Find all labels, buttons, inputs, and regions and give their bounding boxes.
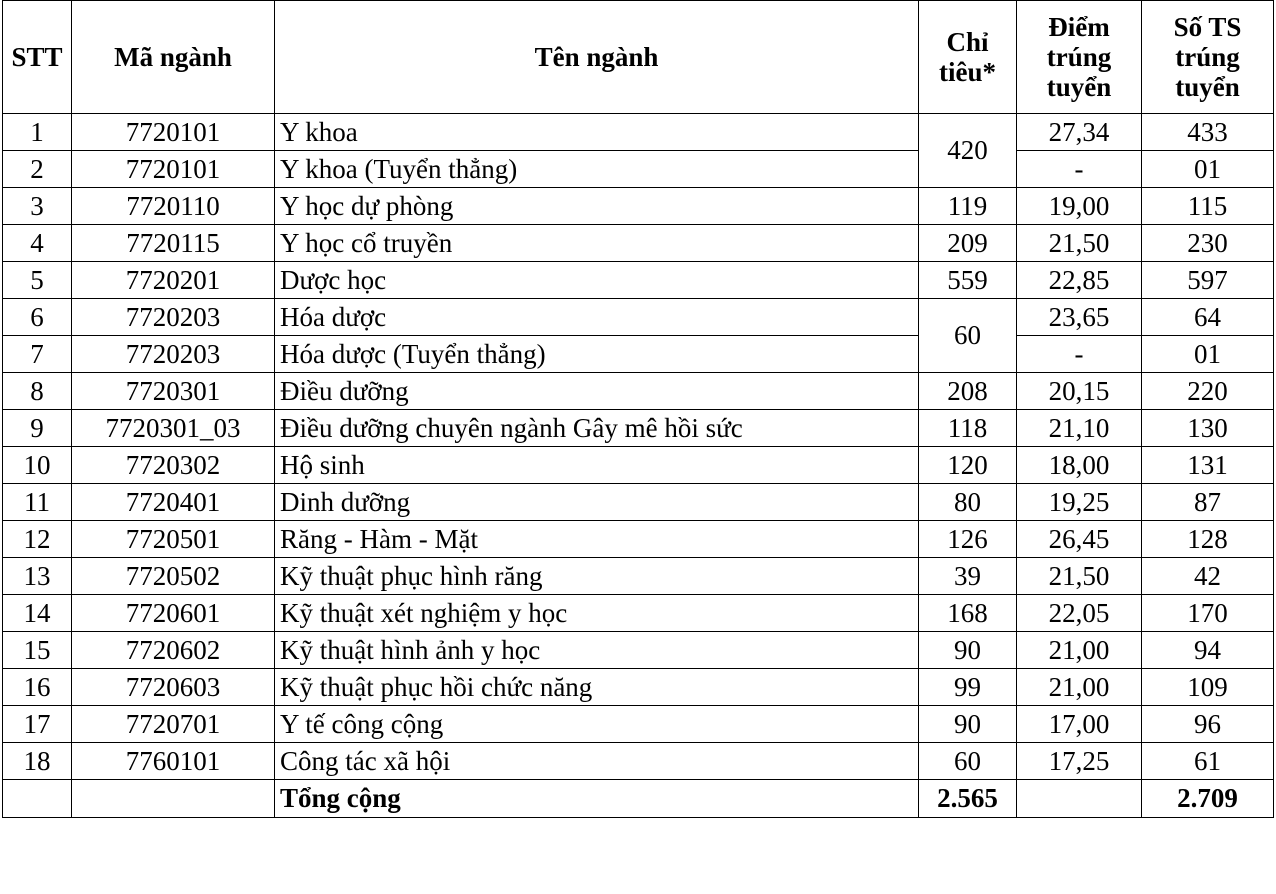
cell-code: 7720701 bbox=[72, 706, 275, 743]
cell-score: 20,15 bbox=[1017, 373, 1142, 410]
total-quota: 2.565 bbox=[919, 780, 1017, 818]
cell-code: 7720502 bbox=[72, 558, 275, 595]
table-row bbox=[3, 225, 1274, 262]
header-code: Mã ngành bbox=[72, 1, 275, 114]
cell-stt: 3 bbox=[3, 188, 72, 225]
admissions-table bbox=[2, 0, 1274, 818]
header-row bbox=[3, 1, 1274, 114]
cell-code: 7720201 bbox=[72, 262, 275, 299]
cell-quota: 80 bbox=[919, 484, 1017, 521]
cell-quota: 90 bbox=[919, 706, 1017, 743]
cell-stt: 17 bbox=[3, 706, 72, 743]
table-row bbox=[3, 632, 1274, 669]
cell-code: 7720603 bbox=[72, 669, 275, 706]
cell-name: Y khoa bbox=[275, 114, 919, 151]
cell-code: 7720101 bbox=[72, 151, 275, 188]
cell-stt: 16 bbox=[3, 669, 72, 706]
cell-code: 7720301_03 bbox=[72, 410, 275, 447]
cell-admitted: 01 bbox=[1142, 151, 1274, 188]
cell-name: Công tác xã hội bbox=[275, 743, 919, 780]
table-row bbox=[3, 595, 1274, 632]
cell-stt: 10 bbox=[3, 447, 72, 484]
table-row bbox=[3, 262, 1274, 299]
cell-quota: 119 bbox=[919, 188, 1017, 225]
cell-stt: 13 bbox=[3, 558, 72, 595]
cell-name: Dược học bbox=[275, 262, 919, 299]
cell-code: 7720101 bbox=[72, 114, 275, 151]
cell-code: 7720301 bbox=[72, 373, 275, 410]
cell-admitted: 01 bbox=[1142, 336, 1274, 373]
cell-code: 7720203 bbox=[72, 299, 275, 336]
cell-name: Y học dự phòng bbox=[275, 188, 919, 225]
cell-admitted: 94 bbox=[1142, 632, 1274, 669]
cell-admitted: 131 bbox=[1142, 447, 1274, 484]
table-row bbox=[3, 151, 1274, 188]
cell-score: 18,00 bbox=[1017, 447, 1142, 484]
cell-admitted: 115 bbox=[1142, 188, 1274, 225]
cell-name: Răng - Hàm - Mặt bbox=[275, 521, 919, 558]
table-row bbox=[3, 743, 1274, 780]
cell-code: 7720501 bbox=[72, 521, 275, 558]
cell-code: 7720302 bbox=[72, 447, 275, 484]
cell-name: Y tế công cộng bbox=[275, 706, 919, 743]
cell-quota: 168 bbox=[919, 595, 1017, 632]
cell-name: Điều dưỡng bbox=[275, 373, 919, 410]
cell-stt: 14 bbox=[3, 595, 72, 632]
cell-name: Điều dưỡng chuyên ngành Gây mê hồi sức bbox=[275, 410, 919, 447]
table-row bbox=[3, 484, 1274, 521]
cell-quota: 420 bbox=[919, 114, 1017, 188]
table-row bbox=[3, 410, 1274, 447]
cell-score: 21,10 bbox=[1017, 410, 1142, 447]
cell-stt: 5 bbox=[3, 262, 72, 299]
cell-quota: 120 bbox=[919, 447, 1017, 484]
table-row bbox=[3, 299, 1274, 336]
table-row bbox=[3, 669, 1274, 706]
cell-score: 17,00 bbox=[1017, 706, 1142, 743]
cell-score: 17,25 bbox=[1017, 743, 1142, 780]
cell-stt: 6 bbox=[3, 299, 72, 336]
header-name: Tên ngành bbox=[275, 1, 919, 114]
table-row bbox=[3, 373, 1274, 410]
cell-score: - bbox=[1017, 336, 1142, 373]
cell-score: 19,25 bbox=[1017, 484, 1142, 521]
cell-stt: 7 bbox=[3, 336, 72, 373]
table-row bbox=[3, 336, 1274, 373]
cell-name: Hóa dược (Tuyển thẳng) bbox=[275, 336, 919, 373]
cell-admitted: 433 bbox=[1142, 114, 1274, 151]
cell-name: Kỹ thuật xét nghiệm y học bbox=[275, 595, 919, 632]
cell-quota: 90 bbox=[919, 632, 1017, 669]
cell-quota: 559 bbox=[919, 262, 1017, 299]
header-score: Điểm trúng tuyển bbox=[1017, 1, 1142, 114]
cell-stt: 15 bbox=[3, 632, 72, 669]
total-row bbox=[3, 780, 1274, 818]
total-stt-empty bbox=[3, 780, 72, 818]
cell-quota: 60 bbox=[919, 743, 1017, 780]
cell-admitted: 597 bbox=[1142, 262, 1274, 299]
cell-name: Hóa dược bbox=[275, 299, 919, 336]
total-label: Tổng cộng bbox=[275, 780, 919, 818]
cell-admitted: 87 bbox=[1142, 484, 1274, 521]
total-code-empty bbox=[72, 780, 275, 818]
table-body bbox=[3, 114, 1274, 780]
table-row bbox=[3, 447, 1274, 484]
cell-score: 21,50 bbox=[1017, 558, 1142, 595]
cell-score: 21,50 bbox=[1017, 225, 1142, 262]
cell-admitted: 42 bbox=[1142, 558, 1274, 595]
cell-admitted: 109 bbox=[1142, 669, 1274, 706]
cell-quota: 126 bbox=[919, 521, 1017, 558]
total-score-empty bbox=[1017, 780, 1142, 818]
cell-admitted: 64 bbox=[1142, 299, 1274, 336]
cell-quota: 39 bbox=[919, 558, 1017, 595]
cell-quota: 208 bbox=[919, 373, 1017, 410]
table-row bbox=[3, 188, 1274, 225]
cell-admitted: 220 bbox=[1142, 373, 1274, 410]
cell-stt: 4 bbox=[3, 225, 72, 262]
table-row bbox=[3, 706, 1274, 743]
cell-code: 7760101 bbox=[72, 743, 275, 780]
cell-name: Hộ sinh bbox=[275, 447, 919, 484]
cell-quota: 99 bbox=[919, 669, 1017, 706]
cell-name: Dinh dưỡng bbox=[275, 484, 919, 521]
cell-admitted: 128 bbox=[1142, 521, 1274, 558]
cell-score: 21,00 bbox=[1017, 669, 1142, 706]
cell-quota: 209 bbox=[919, 225, 1017, 262]
cell-score: 19,00 bbox=[1017, 188, 1142, 225]
cell-admitted: 61 bbox=[1142, 743, 1274, 780]
cell-score: 26,45 bbox=[1017, 521, 1142, 558]
cell-score: 21,00 bbox=[1017, 632, 1142, 669]
cell-code: 7720602 bbox=[72, 632, 275, 669]
cell-score: 22,05 bbox=[1017, 595, 1142, 632]
cell-name: Kỹ thuật phục hồi chức năng bbox=[275, 669, 919, 706]
cell-name: Kỹ thuật phục hình răng bbox=[275, 558, 919, 595]
cell-score: 27,34 bbox=[1017, 114, 1142, 151]
cell-stt: 11 bbox=[3, 484, 72, 521]
cell-score: 22,85 bbox=[1017, 262, 1142, 299]
cell-admitted: 96 bbox=[1142, 706, 1274, 743]
cell-name: Y khoa (Tuyển thẳng) bbox=[275, 151, 919, 188]
cell-stt: 1 bbox=[3, 114, 72, 151]
header-stt: STT bbox=[3, 1, 72, 114]
total-admitted: 2.709 bbox=[1142, 780, 1274, 818]
cell-admitted: 130 bbox=[1142, 410, 1274, 447]
cell-code: 7720203 bbox=[72, 336, 275, 373]
cell-quota: 118 bbox=[919, 410, 1017, 447]
cell-admitted: 170 bbox=[1142, 595, 1274, 632]
cell-score: - bbox=[1017, 151, 1142, 188]
cell-name: Kỹ thuật hình ảnh y học bbox=[275, 632, 919, 669]
header-admitted: Số TS trúng tuyển bbox=[1142, 1, 1274, 114]
cell-stt: 9 bbox=[3, 410, 72, 447]
cell-stt: 8 bbox=[3, 373, 72, 410]
cell-stt: 2 bbox=[3, 151, 72, 188]
table-row bbox=[3, 558, 1274, 595]
header-quota: Chỉ tiêu* bbox=[919, 1, 1017, 114]
cell-name: Y học cổ truyền bbox=[275, 225, 919, 262]
cell-code: 7720401 bbox=[72, 484, 275, 521]
cell-quota: 60 bbox=[919, 299, 1017, 373]
cell-admitted: 230 bbox=[1142, 225, 1274, 262]
table-row bbox=[3, 114, 1274, 151]
cell-code: 7720601 bbox=[72, 595, 275, 632]
table-row bbox=[3, 521, 1274, 558]
cell-stt: 18 bbox=[3, 743, 72, 780]
cell-code: 7720115 bbox=[72, 225, 275, 262]
cell-code: 7720110 bbox=[72, 188, 275, 225]
cell-score: 23,65 bbox=[1017, 299, 1142, 336]
cell-stt: 12 bbox=[3, 521, 72, 558]
